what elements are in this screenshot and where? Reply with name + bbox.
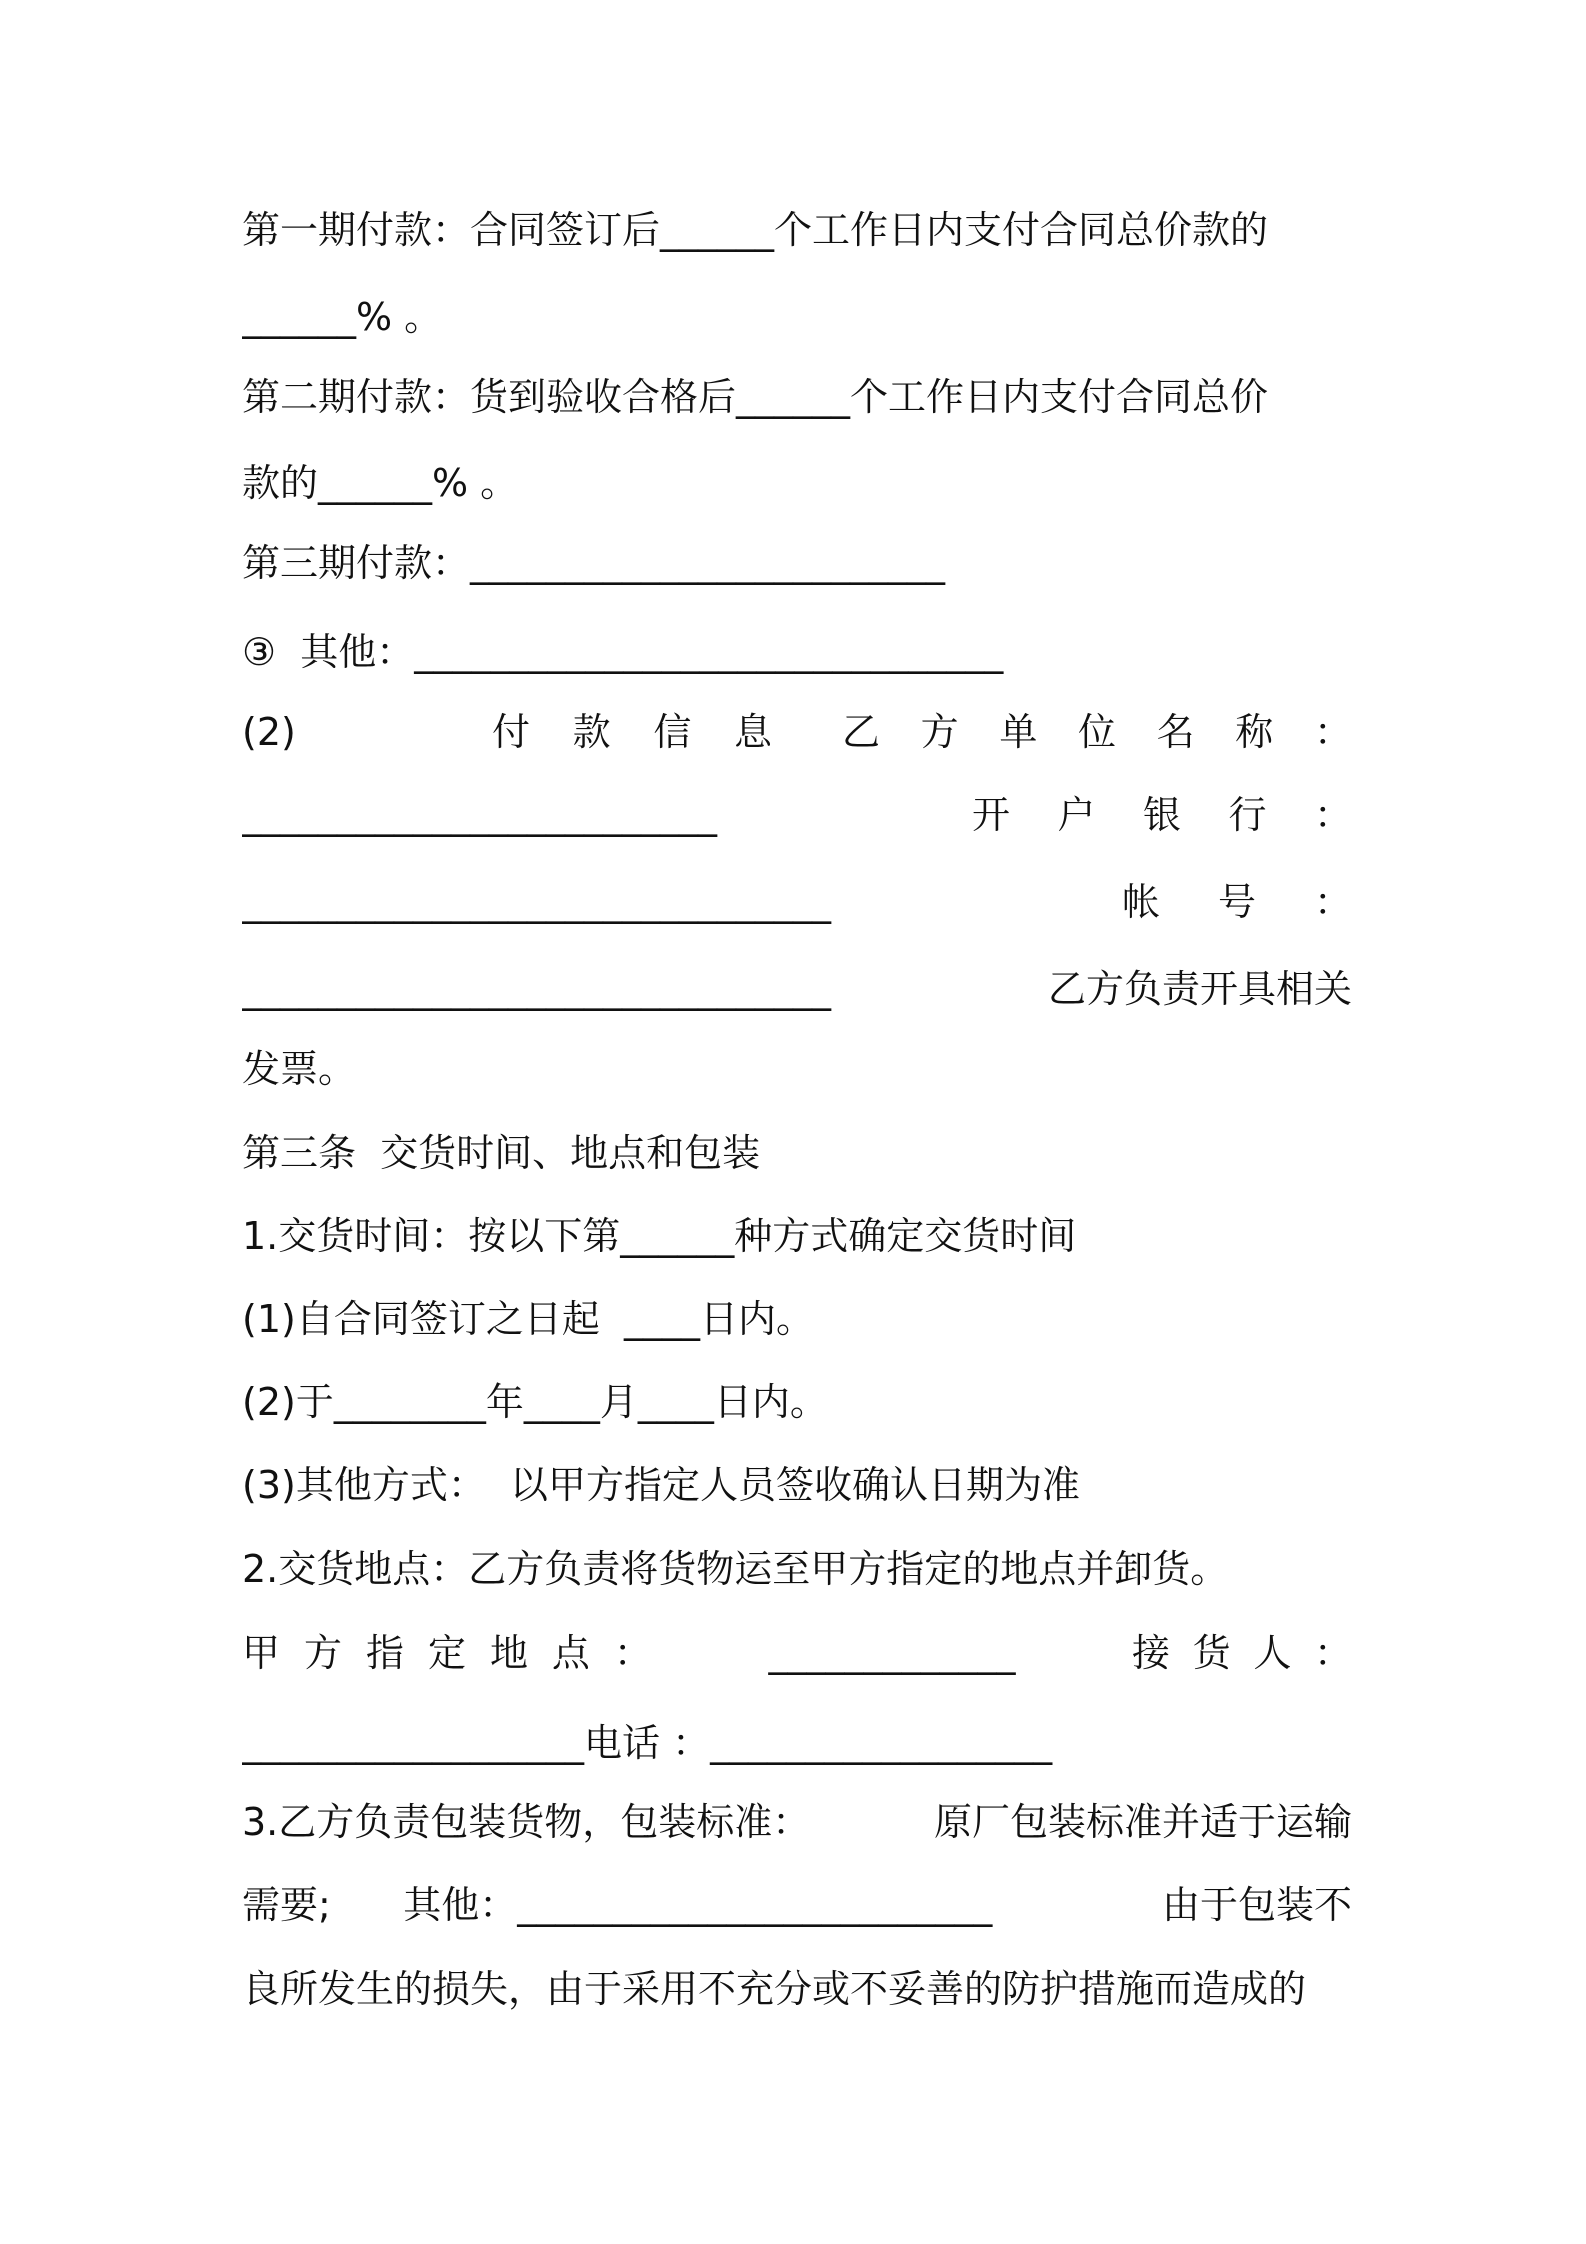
designated-place-blank: _____________ <box>768 1631 1016 1675</box>
payment-other-line: ③ 其他：_______________________________ <box>242 630 1004 674</box>
payment-phase-2-percent-line: 款的______% 。 <box>242 461 519 505</box>
bank-blank: _______________________________ <box>242 880 831 924</box>
designated-place-line <box>242 1628 1352 1678</box>
payment-info-heading: 付 款 信 息 <box>492 710 772 754</box>
party-b-name-label: 乙 方 单 位 名 称 ： <box>842 710 1352 754</box>
packaging-loss-continued-line: 良所发生的损失，由于采用不充分或不妥善的防护措施而造成的 <box>242 1967 1307 2011</box>
bank-line <box>242 790 1352 840</box>
invoice-text: 乙方负责开具相关 <box>1047 967 1352 1011</box>
packaging-other-text: 需要; 其他：_________________________ <box>242 1883 993 1927</box>
packaging-standard: 原厂包装标准并适于运输 <box>933 1800 1352 1844</box>
designated-place-label: 甲 方 指 定 地 点 ： <box>242 1631 652 1675</box>
packaging-label: 3.乙方负责包装货物，包装标准： <box>242 1800 811 1844</box>
packaging-line <box>242 1797 1352 1847</box>
account-blank: _______________________________ <box>242 967 831 1011</box>
payment-info-number: (2) <box>242 710 296 754</box>
delivery-place-line: 2.交货地点：乙方负责将货物运至甲方指定的地点并卸货。 <box>242 1547 1229 1591</box>
delivery-option-1-line: (1)自合同签订之日起 ____日内。 <box>242 1297 814 1341</box>
delivery-time-line: 1.交货时间：按以下第______种方式确定交货时间 <box>242 1214 1077 1258</box>
receiver-label: 接 货 人 ： <box>1132 1631 1352 1675</box>
payment-phase-3-line: 第三期付款：_________________________ <box>242 541 946 585</box>
account-line <box>242 877 1352 927</box>
packaging-loss-text: 由于包装不 <box>1161 1883 1352 1927</box>
receiver-phone-line: __________________电话 ：__________________ <box>242 1721 1053 1765</box>
bank-label: 开 户 银 行 ： <box>972 793 1352 837</box>
packaging-other-line <box>242 1880 1352 1930</box>
delivery-option-2-line: (2)于________年____月____日内。 <box>242 1380 828 1424</box>
payment-phase-2-line: 第二期付款：货到验收合格后______个工作日内支付合同总价 <box>242 375 1269 419</box>
article-3-heading: 第三条 交货时间、地点和包装 <box>242 1131 761 1175</box>
invoice-line <box>242 964 1352 1014</box>
payment-info-line <box>242 707 1352 757</box>
account-label: 帐 号 ： <box>1122 880 1352 924</box>
delivery-option-3-line: (3)其他方式： 以甲方指定人员签收确认日期为准 <box>242 1463 1080 1507</box>
invoice-continued-line: 发票。 <box>242 1047 357 1091</box>
payment-phase-1-percent-line: ______% 。 <box>242 295 443 339</box>
party-b-name-blank: _________________________ <box>242 793 717 837</box>
payment-phase-1-line: 第一期付款：合同签订后______个工作日内支付合同总价款的 <box>242 208 1269 252</box>
